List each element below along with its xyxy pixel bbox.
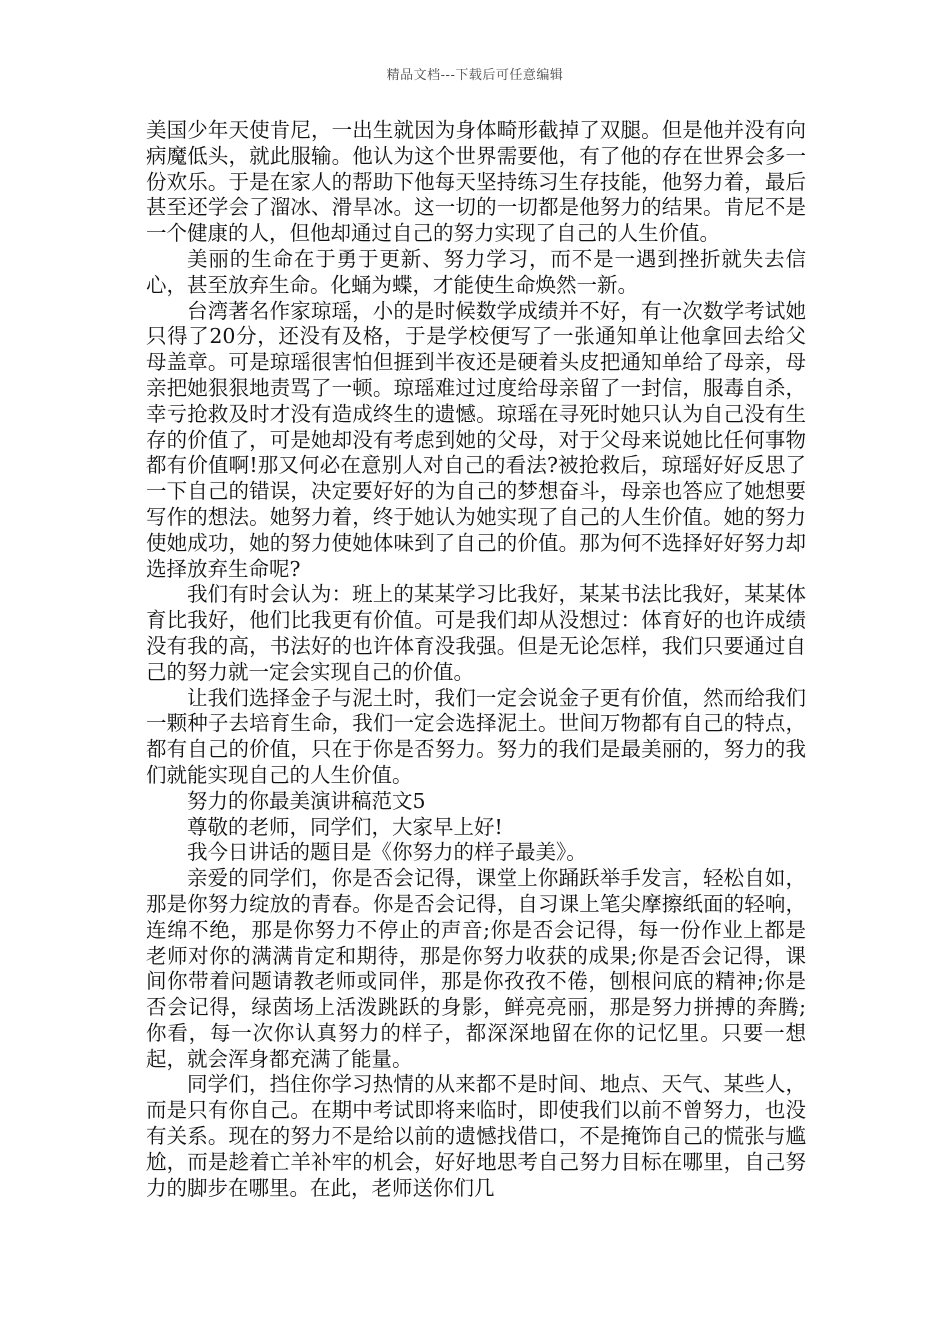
paragraph-1: 美国少年天使肯尼，一出生就因为身体畸形截掉了双腿。但是他并没有向病魔低头，就此服输。他认为这个世界需要他，有了他的存在世界会多一份欢乐。于是在家人的帮助下他每天坚持练习生存技能，他努力着，最后甚至还学会了溜冰、滑旱冰。这一切的一切都是他努力的结果。肯尼不是一个健康的人，但他却通过自己的努力实现了自己的人生价值。 bbox=[146, 118, 806, 246]
greeting: 尊敬的老师，同学们，大家早上好! bbox=[187, 814, 503, 839]
paragraph-10: 同学们，挡住你学习热情的从来都不是时间、地点、天气、某些人，而是只有你自己。在期中考试即将来临时，即使我们以前不曾努力，也没有关系。现在的努力不是给以前的遗憾找借口，不是掩饰自己的慌张与尴尬，而是趁着亡羊补牢的机会，好好地思考自己努力目标在哪里，自己努力的脚步在哪里。在此，老师送你们几 bbox=[146, 1072, 806, 1200]
paragraph-2: 美丽的生命在于勇于更新、努力学习，而不是一遇到挫折就失去信心，甚至放弃生命。化蛹为蝶，才能使生命焕然一新。 bbox=[146, 246, 806, 297]
page-header: 精品文档---下载后可任意编辑 bbox=[386, 68, 564, 83]
section-title: 努力的你最美演讲稿范文5 bbox=[187, 788, 426, 813]
document-body bbox=[146, 118, 806, 1201]
paragraph-3: 台湾著名作家琼瑶，小的是时候数学成绩并不好，有一次数学考试她只得了20分，还没有及格，于是学校便写了一张通知单让他拿回去给父母盖章。可是琼瑶很害怕但捱到半夜还是硬着头皮把通知单给了母亲，母亲把她狠狠地责骂了一顿。琼瑶难过过度给母亲留了一封信，服毒自杀，幸亏抢救及时才没有造成终生的遗憾。琼瑶在寻死时她只认为自己没有生存的价值了，可是她却没有考虑到她的父母，对于父母来说她比任何事物都有价值啊!那又何必在意别人对自己的看法?被抢救后，琼瑶好好反思了一下自己的错误，决定要好好的为自己的梦想奋斗，母亲也答应了她想要写作的想法。她努力着，终于她认为她实现了自己的人生价值。她的努力使她成功，她的努力使她体味到了自己的价值。那为何不选择好好努力却选择放弃生命呢? bbox=[146, 298, 806, 581]
paragraph-5: 让我们选择金子与泥土时，我们一定会说金子更有价值，然而给我们一颗种子去培育生命，我们一定会选择泥土。世间万物都有自己的特点，都有自己的价值，只在于你是否努力。努力的我们是最美丽的，努力的我们就能实现自己的人生价值。 bbox=[146, 685, 806, 787]
paragraph-9: 亲爱的同学们，你是否会记得，课堂上你踊跃举手发言，轻松自如，那是你努力绽放的青春。你是否会记得，自习课上笔尖摩擦纸面的轻响，连绵不绝，那是你努力不停止的声音;你是否会记得，每一份作业上都是老师对你的满满肯定和期待，那是你努力收获的成果;你是否会记得，课间你带着问题请教老师或同伴，那是你孜孜不倦，刨根问底的精神;你是否会记得，绿茵场上活泼跳跃的身影，鲜亮亮丽，那是努力拼搏的奔腾;你看，每一次你认真努力的样子，都深深地留在你的记忆里。只要一想起，就会浑身都充满了能量。 bbox=[146, 866, 806, 1071]
speech-topic: 我今日讲话的题目是《你努力的样子最美》。 bbox=[187, 840, 587, 865]
paragraph-4: 我们有时会认为：班上的某某学习比我好，某某书法比我好，某某体育比我好，他们比我更有价值。可是我们却从没想过：体育好的也许成绩没有我的高，书法好的也许体育没我强。但是无论怎样，我们只要通过自己的努力就一定会实现自己的价值。 bbox=[146, 582, 806, 684]
